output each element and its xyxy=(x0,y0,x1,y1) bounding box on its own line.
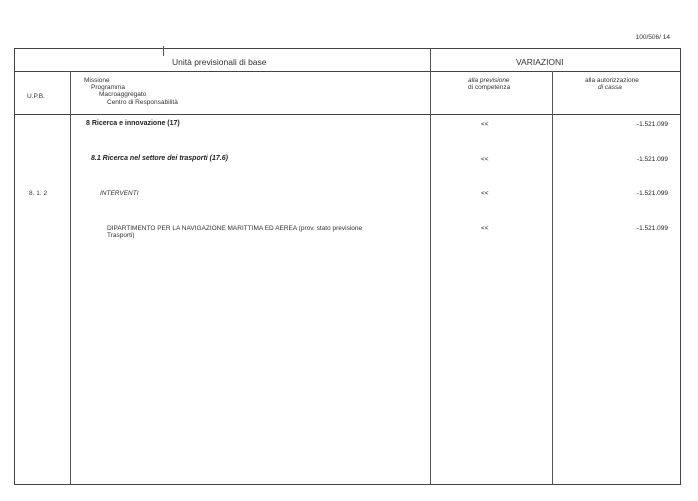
header-competenza-1: alla previsione xyxy=(468,77,510,84)
row-comp: << xyxy=(481,225,489,232)
header-unita: Unità previsionali di base xyxy=(172,57,267,67)
header-upb: U.P.B. xyxy=(27,93,45,100)
col-divider-upb xyxy=(70,71,71,484)
row-upb: 8. 1. 2 xyxy=(29,190,48,197)
row-label-macroaggregato: INTERVENTI xyxy=(100,190,139,197)
row-comp: << xyxy=(481,156,489,163)
header-centro: Centro di Responsabilità xyxy=(107,99,178,106)
row-cassa: -1.521.099 xyxy=(636,190,668,197)
header-programma: Programma xyxy=(91,84,125,91)
budget-table xyxy=(14,48,681,485)
row-cassa: -1.521.099 xyxy=(636,225,668,232)
header-cassa-2: di cassa xyxy=(598,84,622,91)
row-label-centro-2: Trasporti) xyxy=(107,232,135,239)
col-divider-cassa xyxy=(552,71,553,484)
header-divider-top xyxy=(15,71,680,72)
row-comp: << xyxy=(481,121,489,128)
row-cassa: -1.521.099 xyxy=(636,121,668,128)
col-divider-variazioni xyxy=(430,49,431,484)
header-variazioni: VARIAZIONI xyxy=(516,57,564,67)
page-number: 100/506/ 14 xyxy=(635,34,670,41)
row-label-programma: 8.1 Ricerca nel settore dei trasporti (17.6) xyxy=(91,155,228,162)
row-label-centro: DIPARTIMENTO PER LA NAVIGAZIONE MARITTIMA ED AEREA (prov. stato previsione xyxy=(107,225,363,232)
header-competenza-2: di competenza xyxy=(468,84,511,91)
header-cassa-1: alla autorizzazione xyxy=(585,77,639,84)
tick-mark xyxy=(163,46,164,56)
row-label-missione: 8 Ricerca e innovazione (17) xyxy=(86,120,180,127)
header-missione: Missione xyxy=(84,77,110,84)
header-macroaggregato: Macroaggregato xyxy=(99,91,147,98)
row-cassa: -1.521.099 xyxy=(636,156,668,163)
header-divider-bottom xyxy=(15,114,680,115)
row-comp: << xyxy=(481,190,489,197)
